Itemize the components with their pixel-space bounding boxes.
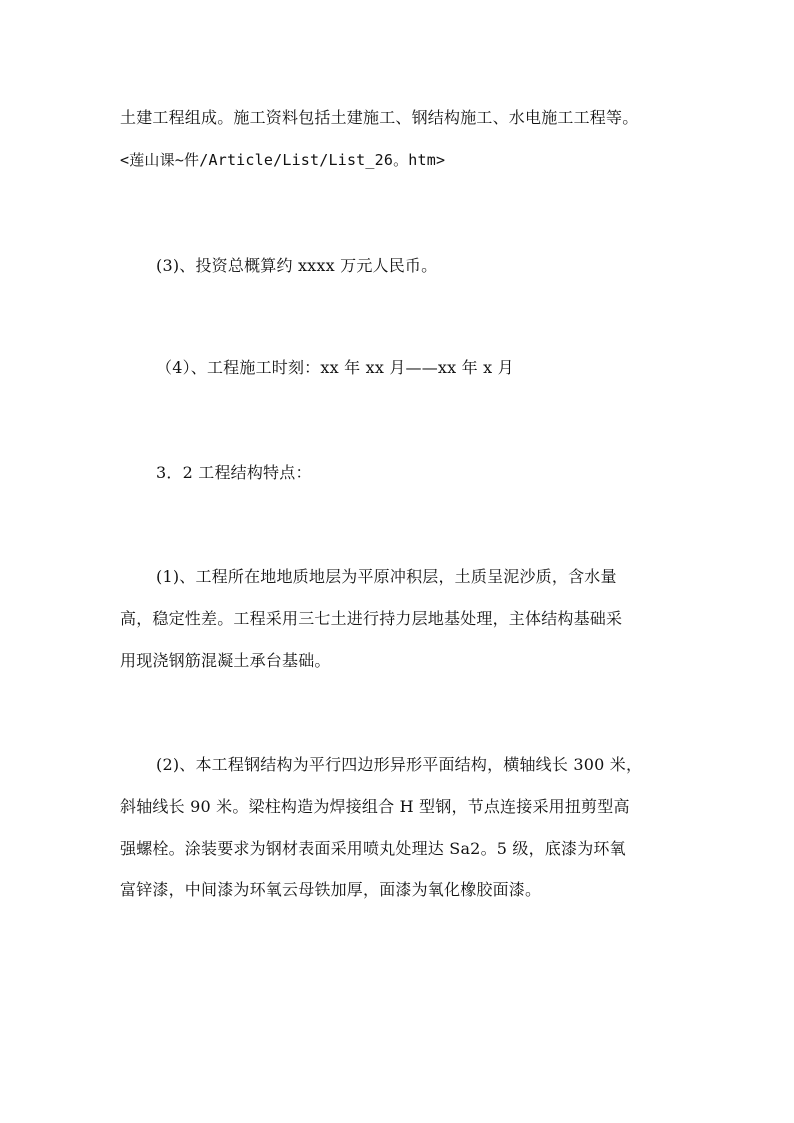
text-line-2: <莲山课~件/Article/List/List_26。htm> [120,151,446,169]
text-line-3: (3)、投资总概算约 xxxx 万元人民币。 [156,256,438,275]
text-line-11: 强螺栓。涂装要求为钢材表面采用喷丸处理达 Sa2。5 级，底漆为环氧 [120,839,626,858]
text-line-9: (2)、本工程钢结构为平行四边形异形平面结构，横轴线长 300 米， [156,755,643,774]
text-line-10: 斜轴线长 90 米。梁柱构造为焊接组合 H 型钢，节点连接采用扭剪型高 [120,797,630,816]
text-line-12: 富锌漆，中间漆为环氧云母铁加厚，面漆为氧化橡胶面漆。 [120,880,542,899]
section-heading: 3．2 工程结构特点： [156,463,312,482]
text-line-7: 高，稳定性差。工程采用三七土进行持力层地基处理，主体结构基础采 [120,609,623,628]
text-line-8: 用现浇钢筋混凝土承台基础。 [120,651,331,670]
text-line-4: （4）、工程施工时刻：xx 年 xx 月——xx 年 x 月 [156,358,514,377]
text-line-6: (1)、工程所在地地质地层为平原冲积层，土质呈泥沙质，含水量 [156,567,617,586]
text-line-1: 土建工程组成。施工资料包括土建施工、钢结构施工、水电施工工程等。 [120,108,639,127]
